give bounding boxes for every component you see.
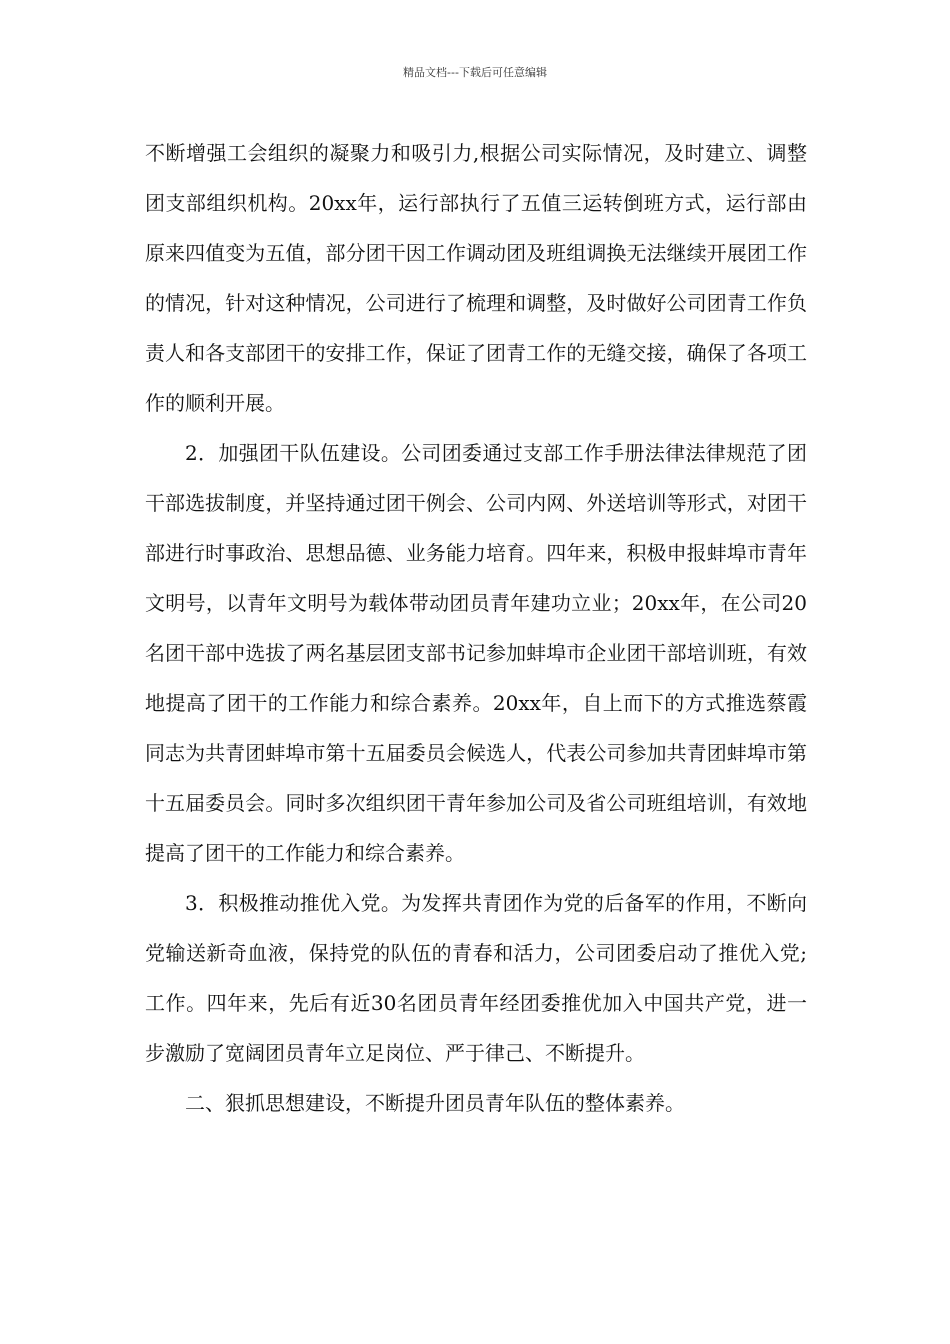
page-header: 精品文档---下载后可任意编辑 [403, 66, 547, 79]
document-body [145, 128, 807, 1128]
paragraph-continued: 不断增强工会组织的凝聚力和吸引力,根据公司实际情况，及时建立、调整团支部组织机构。20xx年，运行部执行了五值三运转倒班方式，运行部由原来四值变为五值，部分团干因工作调动团及班组调换无法继续开展团工作的情况，针对这种情况，公司进行了梳理和调整，及时做好公司团青工作负责人和各支部团干的安排工作，保证了团青工作的无缝交接，确保了各项工作的顺利开展。 [145, 141, 807, 415]
section-heading-2: 二、狠抓思想建设，不断提升团员青年队伍的整体素养。 [185, 1091, 685, 1115]
paragraph-item-3: 3．积极推动推优入党。为发挥共青团作为党的后备军的作用，不断向党输送新奇血液，保持党的队伍的青春和活力，公司团委启动了推优入党;工作。四年来，先后有近30名团员青年经团委推优加入中国共产党，进一步激励了宽阔团员青年立足岗位、严于律己、不断提升。 [145, 891, 807, 1065]
paragraph-item-2: 2．加强团干队伍建设。公司团委通过支部工作手册法律法律规范了团干部选拔制度，并坚持通过团干例会、公司内网、外送培训等形式，对团干部进行时事政治、思想品德、业务能力培育。四年来，积极申报蚌埠市青年文明号，以青年文明号为载体带动团员青年建功立业；20xx年，在公司20名团干部中选拔了两名基层团支部书记参加蚌埠市企业团干部培训班，有效地提高了团干的工作能力和综合素养。20xx年，自上而下的方式推选蔡霞同志为共青团蚌埠市第十五届委员会候选人，代表公司参加共青团蚌埠市第十五届委员会。同时多次组织团干青年参加公司及省公司班组培训，有效地提高了团干的工作能力和综合素养。 [145, 441, 807, 865]
